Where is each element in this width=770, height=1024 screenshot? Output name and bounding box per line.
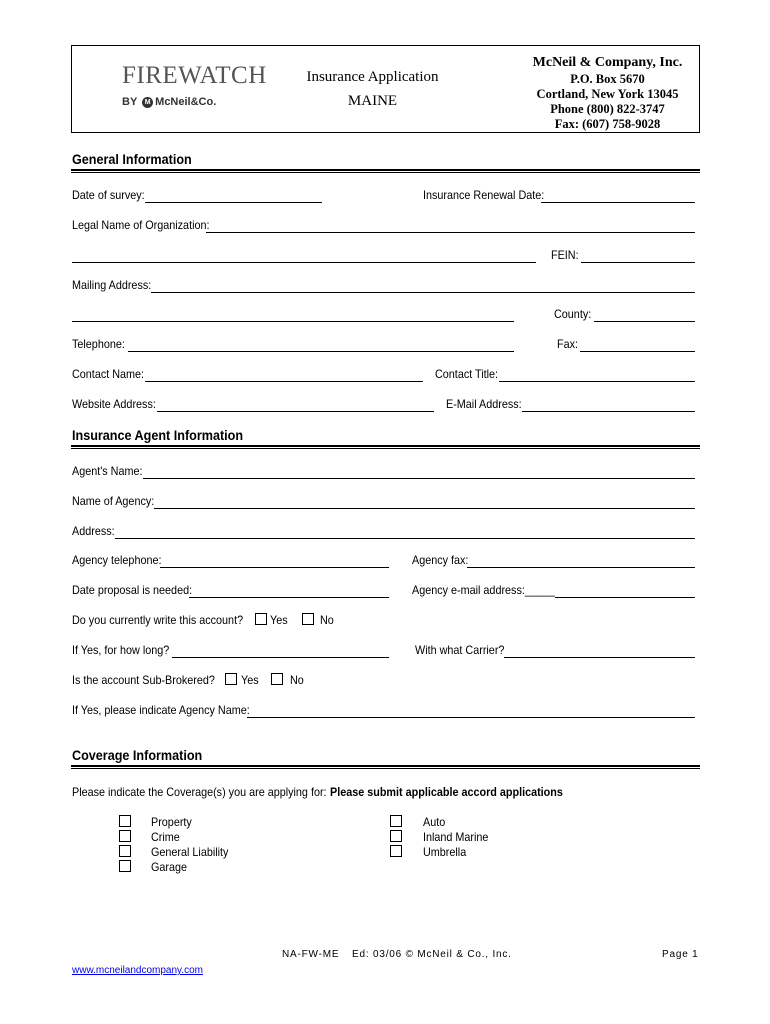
garage-checkbox[interactable] bbox=[119, 860, 131, 872]
date-of-survey-field[interactable] bbox=[145, 202, 322, 203]
agency-name-field[interactable] bbox=[154, 508, 695, 509]
auto-label: Auto bbox=[423, 815, 446, 829]
agency-fax-field[interactable] bbox=[467, 567, 695, 568]
sub-brokered-no-checkbox[interactable] bbox=[271, 673, 283, 685]
fein-field[interactable] bbox=[581, 262, 695, 263]
property-checkbox[interactable] bbox=[119, 815, 131, 827]
contact-name-label: Contact Name: bbox=[72, 367, 145, 381]
general-liability-label: General Liability bbox=[151, 845, 229, 859]
fein-label: FEIN: bbox=[551, 248, 579, 262]
logo-by: BY bbox=[122, 96, 138, 108]
property-label: Property bbox=[151, 815, 192, 829]
write-account-no-checkbox[interactable] bbox=[302, 613, 314, 625]
coverage-info-title: Coverage Information bbox=[72, 747, 203, 763]
agency-name-label: Name of Agency: bbox=[72, 494, 155, 508]
mailing-address-field[interactable] bbox=[151, 292, 695, 293]
website-label: Website Address: bbox=[72, 397, 156, 411]
po-box: P.O. Box 5670 bbox=[570, 72, 645, 86]
renewal-date-label: Insurance Renewal Date: bbox=[423, 188, 545, 202]
contact-name-field[interactable] bbox=[145, 381, 423, 382]
how-long-label: If Yes, for how long? bbox=[72, 643, 170, 657]
edition: Ed: 03/06 © McNeil & Co., Inc. bbox=[352, 949, 512, 960]
form-code: NA-FW-ME bbox=[282, 949, 340, 960]
section-rule bbox=[71, 445, 700, 449]
agent-address-field[interactable] bbox=[115, 538, 695, 539]
garage-label: Garage bbox=[151, 860, 188, 874]
inland-marine-label: Inland Marine bbox=[423, 830, 489, 844]
logo-company: McNeil&Co. bbox=[155, 96, 217, 108]
sub-brokered-yes-label: Yes bbox=[241, 673, 259, 687]
page-number: Page 1 bbox=[662, 949, 699, 960]
write-account-label: Do you currently write this account? bbox=[72, 613, 244, 627]
telephone-field[interactable] bbox=[128, 351, 514, 352]
agency-email-field[interactable] bbox=[555, 597, 695, 598]
mailing-address-field-2[interactable] bbox=[72, 321, 514, 322]
fax-label: Fax: bbox=[557, 337, 579, 351]
carrier-label: With what Carrier? bbox=[415, 643, 505, 657]
renewal-date-field[interactable] bbox=[541, 202, 695, 203]
email-field[interactable] bbox=[522, 411, 695, 412]
auto-checkbox[interactable] bbox=[390, 815, 402, 827]
date-proposal-label: Date proposal is needed: bbox=[72, 583, 193, 597]
county-label: County: bbox=[554, 307, 592, 321]
agency-telephone-label: Agency telephone: bbox=[72, 553, 162, 567]
company-phone: Phone (800) 822-3747 bbox=[550, 102, 665, 116]
inland-marine-checkbox[interactable] bbox=[390, 830, 402, 842]
how-long-field[interactable] bbox=[172, 657, 389, 658]
mcneil-emblem-icon: M bbox=[142, 97, 153, 108]
section-rule bbox=[71, 765, 700, 769]
write-account-no-label: No bbox=[320, 613, 334, 627]
umbrella-checkbox[interactable] bbox=[390, 845, 402, 857]
agency-telephone-field[interactable] bbox=[160, 567, 389, 568]
county-field[interactable] bbox=[594, 321, 695, 322]
crime-label: Crime bbox=[151, 830, 180, 844]
telephone-label: Telephone: bbox=[72, 337, 125, 351]
agency-fax-label: Agency fax: bbox=[412, 553, 469, 567]
indicate-agency-field[interactable] bbox=[247, 717, 695, 718]
umbrella-label: Umbrella bbox=[423, 845, 467, 859]
contact-title-label: Contact Title: bbox=[435, 367, 499, 381]
write-account-yes-checkbox[interactable] bbox=[255, 613, 267, 625]
website-field[interactable] bbox=[157, 411, 434, 412]
coverage-prompt: Please indicate the Coverage(s) you are applying for: bbox=[72, 785, 327, 799]
agent-address-label: Address: bbox=[72, 524, 115, 538]
date-of-survey-label: Date of survey: bbox=[72, 188, 145, 202]
section-rule bbox=[71, 169, 700, 173]
sub-brokered-label: Is the account Sub-Brokered? bbox=[72, 673, 215, 687]
agent-name-field[interactable] bbox=[143, 478, 695, 479]
mcneil-logo bbox=[122, 96, 216, 108]
legal-name-field[interactable] bbox=[206, 232, 695, 233]
general-info-title: General Information bbox=[72, 151, 192, 167]
sub-brokered-yes-checkbox[interactable] bbox=[225, 673, 237, 685]
coverage-note: Please submit applicable accord applications bbox=[330, 785, 563, 799]
agent-name-label: Agent's Name: bbox=[72, 464, 143, 478]
company-name: McNeil & Company, Inc. bbox=[532, 55, 683, 70]
contact-title-field[interactable] bbox=[499, 381, 695, 382]
sub-brokered-no-label: No bbox=[290, 673, 304, 687]
agency-email-label: Agency e-mail address:_____ bbox=[412, 583, 555, 597]
indicate-agency-label: If Yes, please indicate Agency Name: bbox=[72, 703, 250, 717]
crime-checkbox[interactable] bbox=[119, 830, 131, 842]
general-liability-checkbox[interactable] bbox=[119, 845, 131, 857]
website-link[interactable]: www.mcneilandcompany.com bbox=[72, 965, 203, 976]
email-label: E-Mail Address: bbox=[446, 397, 522, 411]
mailing-address-label: Mailing Address: bbox=[72, 278, 152, 292]
firewatch-logo: FIREWATCH bbox=[122, 62, 267, 89]
write-account-yes-label: Yes bbox=[270, 613, 288, 627]
legal-name-label: Legal Name of Organization: bbox=[72, 218, 210, 232]
form-title: Insurance Application bbox=[306, 69, 439, 85]
date-proposal-field[interactable] bbox=[189, 597, 389, 598]
agent-info-title: Insurance Agent Information bbox=[72, 427, 244, 443]
fax-field[interactable] bbox=[580, 351, 695, 352]
company-fax: Fax: (607) 758-9028 bbox=[554, 117, 661, 131]
company-city: Cortland, New York 13045 bbox=[536, 87, 679, 101]
state-label: MAINE bbox=[347, 93, 398, 109]
legal-name-field-2[interactable] bbox=[72, 262, 536, 263]
carrier-field[interactable] bbox=[504, 657, 695, 658]
